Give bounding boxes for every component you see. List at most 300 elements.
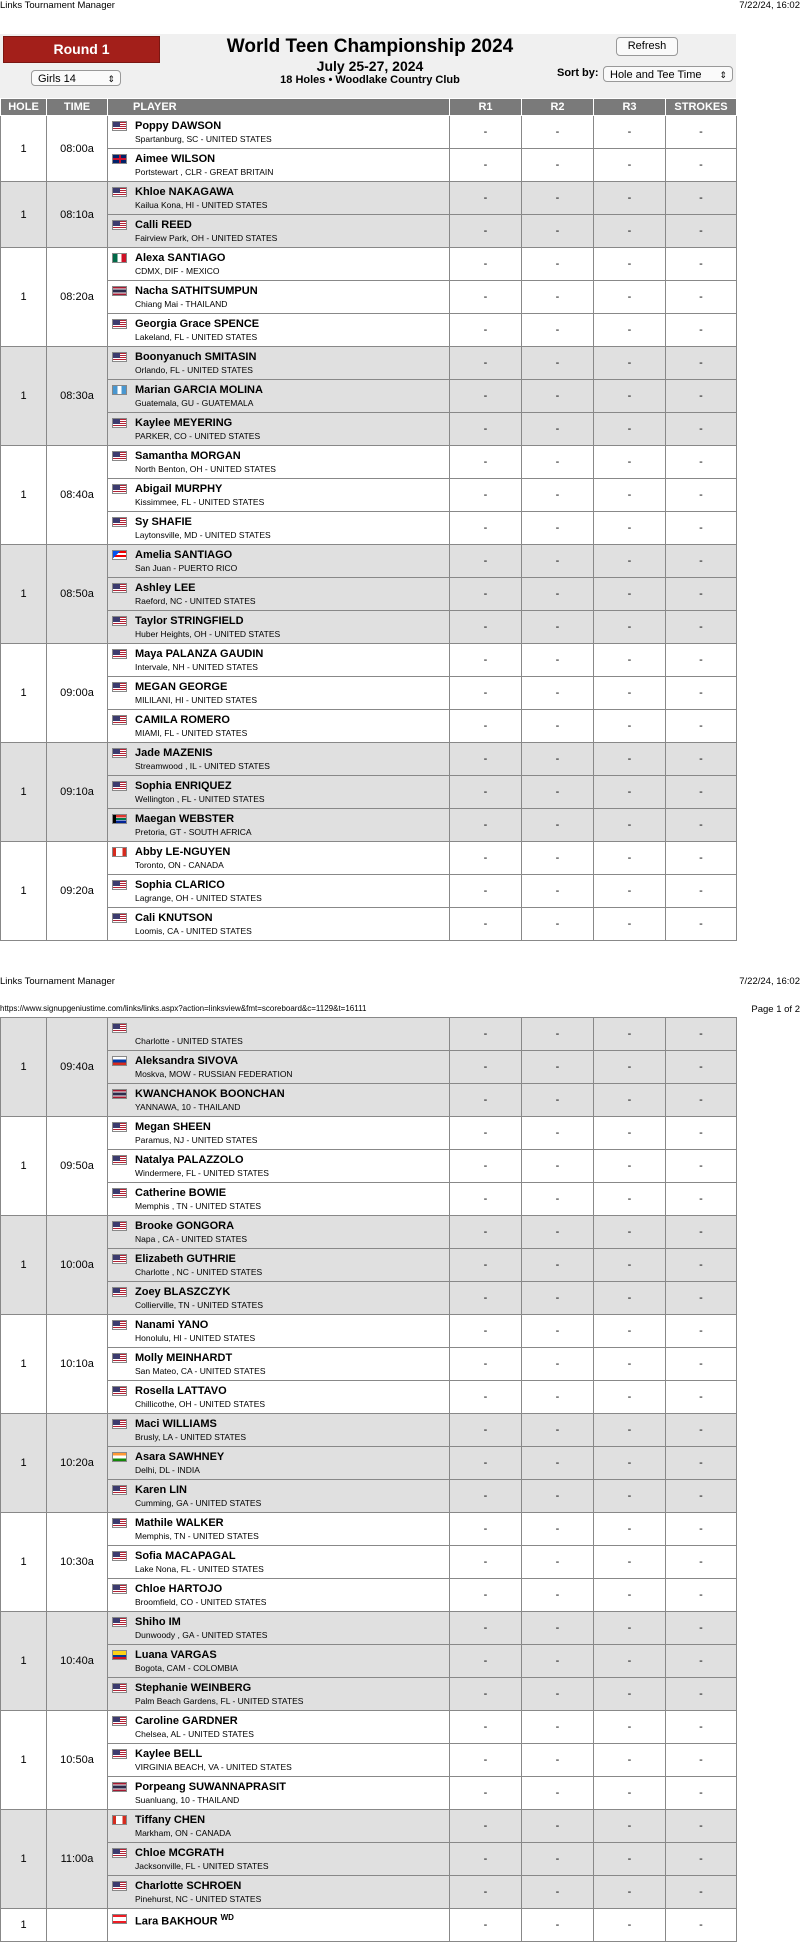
- flag-us-icon: [112, 1584, 127, 1594]
- flag-th-icon: [112, 1089, 127, 1099]
- r1-score: -: [450, 809, 522, 842]
- player-location: PARKER, CO - UNITED STATES: [135, 431, 261, 441]
- player-location: Lake Nona, FL - UNITED STATES: [135, 1564, 264, 1574]
- player-cell[interactable]: [108, 380, 450, 413]
- col-r1[interactable]: R1: [450, 99, 522, 116]
- player-name[interactable]: Stephanie WEINBERG: [135, 1682, 252, 1694]
- player-cell[interactable]: [108, 1150, 450, 1183]
- player-location: Charlotte , NC - UNITED STATES: [135, 1267, 263, 1277]
- r2-score: -: [522, 1612, 594, 1645]
- player-name[interactable]: Kaylee BELL: [135, 1748, 203, 1760]
- player-name[interactable]: Elizabeth GUTHRIE: [135, 1253, 236, 1265]
- strokes-score: -: [666, 1645, 737, 1678]
- r1-score: -: [450, 743, 522, 776]
- player-name[interactable]: Abby LE-NGUYEN: [135, 846, 231, 858]
- col-r3[interactable]: R3: [594, 99, 666, 116]
- r2-score: -: [522, 1150, 594, 1183]
- player-cell[interactable]: [108, 413, 450, 446]
- player-name[interactable]: Sofia MACAPAGAL: [135, 1550, 236, 1562]
- player-name[interactable]: Ashley LEE: [135, 582, 196, 594]
- print-header-title: Links Tournament Manager: [0, 976, 115, 987]
- r3-score: -: [594, 1249, 666, 1282]
- player-name[interactable]: Maegan WEBSTER: [135, 813, 235, 825]
- player-cell[interactable]: [108, 1348, 450, 1381]
- r3-score: -: [594, 1150, 666, 1183]
- r3-score: -: [594, 149, 666, 182]
- r1-score: -: [450, 1150, 522, 1183]
- flag-ca-icon: [112, 847, 127, 857]
- player-name[interactable]: Mathile WALKER: [135, 1517, 224, 1529]
- r3-score: -: [594, 1348, 666, 1381]
- chevron-updown-icon: ⇕: [107, 74, 115, 84]
- player-name[interactable]: Aleksandra SIVOVA: [135, 1055, 239, 1067]
- r3-score: -: [594, 1282, 666, 1315]
- r1-score: -: [450, 1744, 522, 1777]
- player-cell[interactable]: [108, 1876, 450, 1909]
- strokes-score: -: [666, 1216, 737, 1249]
- player-name[interactable]: Luana VARGAS: [135, 1649, 217, 1661]
- table-row: [1, 413, 737, 446]
- tee-time-cell: 09:10a: [47, 743, 108, 842]
- table-row: [1, 380, 737, 413]
- r1-score: -: [450, 1909, 522, 1942]
- player-cell[interactable]: [108, 1909, 450, 1942]
- player-cell[interactable]: [108, 248, 450, 281]
- strokes-score: -: [666, 545, 737, 578]
- player-cell[interactable]: [108, 149, 450, 182]
- strokes-score: -: [666, 1480, 737, 1513]
- player-cell[interactable]: [108, 1447, 450, 1480]
- r3-score: -: [594, 644, 666, 677]
- table-row: [1, 1249, 737, 1282]
- print-footer-url: https://www.signupgeniustime.com/links/links.aspx?action=linksview&fmt=scoreboard&c=1129&t=16111: [0, 1004, 367, 1013]
- player-cell[interactable]: [108, 446, 450, 479]
- flag-gb-icon: [112, 154, 127, 164]
- r2-score: -: [522, 1546, 594, 1579]
- player-location: Memphis , TN - UNITED STATES: [135, 1201, 262, 1211]
- player-name[interactable]: Kaylee MEYERING: [135, 417, 233, 429]
- flag-us-icon: [112, 1023, 127, 1033]
- player-cell[interactable]: [108, 347, 450, 380]
- strokes-score: -: [666, 1150, 737, 1183]
- player-name[interactable]: Molly MEINHARDT: [135, 1352, 233, 1364]
- r2-score: -: [522, 875, 594, 908]
- player-cell[interactable]: [108, 1711, 450, 1744]
- player-name[interactable]: Calli REED: [135, 219, 192, 231]
- table-row: [1, 1117, 737, 1150]
- table-row: [1, 1843, 737, 1876]
- player-location: Fairview Park, OH - UNITED STATES: [135, 233, 278, 243]
- player-name[interactable]: Rosella LATTAVO: [135, 1385, 227, 1397]
- table-row: [1, 1480, 737, 1513]
- r2-score: -: [522, 1051, 594, 1084]
- player-cell[interactable]: [108, 677, 450, 710]
- strokes-score: -: [666, 413, 737, 446]
- r3-score: -: [594, 446, 666, 479]
- player-cell[interactable]: [108, 1183, 450, 1216]
- player-name[interactable]: Nacha SATHITSUMPUN: [135, 285, 258, 297]
- player-name[interactable]: Khloe NAKAGAWA: [135, 186, 234, 198]
- player-name[interactable]: Shiho IM: [135, 1616, 181, 1628]
- r1-score: -: [450, 875, 522, 908]
- player-name[interactable]: Charlotte SCHROEN: [135, 1880, 242, 1892]
- player-cell[interactable]: [108, 512, 450, 545]
- strokes-score: -: [666, 1051, 737, 1084]
- player-cell[interactable]: [108, 842, 450, 875]
- r2-score: -: [522, 281, 594, 314]
- refresh-button[interactable]: Refresh: [616, 37, 678, 56]
- strokes-score: -: [666, 908, 737, 941]
- player-cell[interactable]: [108, 1051, 450, 1084]
- print-header-timestamp: 7/22/24, 16:02: [739, 976, 800, 987]
- player-cell[interactable]: [108, 1480, 450, 1513]
- withdrawn-badge: WD: [220, 1913, 234, 1922]
- hole-cell: 1: [1, 116, 47, 182]
- player-cell[interactable]: [108, 1810, 450, 1843]
- player-cell[interactable]: [108, 1678, 450, 1711]
- player-cell[interactable]: [108, 644, 450, 677]
- flag-us-icon: [112, 451, 127, 461]
- player-cell[interactable]: [108, 1282, 450, 1315]
- strokes-score: -: [666, 1282, 737, 1315]
- player-name[interactable]: Caroline GARDNER: [135, 1715, 238, 1727]
- r2-score: -: [522, 578, 594, 611]
- strokes-score: -: [666, 314, 737, 347]
- tee-time-cell: 08:00a: [47, 116, 108, 182]
- strokes-score: -: [666, 1810, 737, 1843]
- r3-score: -: [594, 776, 666, 809]
- player-cell[interactable]: [108, 281, 450, 314]
- r2-score: -: [522, 1414, 594, 1447]
- sort-select-value: Hole and Tee Time: [610, 69, 702, 81]
- player-name[interactable]: Asara SAWHNEY: [135, 1451, 225, 1463]
- table-row: [1, 1315, 737, 1348]
- flag-us-icon: [112, 1287, 127, 1297]
- r1-score: -: [450, 512, 522, 545]
- r2-score: -: [522, 314, 594, 347]
- hole-cell: 1: [1, 743, 47, 842]
- r2-score: -: [522, 1282, 594, 1315]
- strokes-score: -: [666, 347, 737, 380]
- player-name[interactable]: Abigail MURPHY: [135, 483, 223, 495]
- flag-us-icon: [112, 583, 127, 593]
- player-name[interactable]: Cali KNUTSON: [135, 912, 213, 924]
- player-cell[interactable]: [108, 545, 450, 578]
- table-row: [1, 1909, 737, 1942]
- table-row: [1, 347, 737, 380]
- player-name[interactable]: Sophia CLARICO: [135, 879, 225, 891]
- player-cell[interactable]: [108, 578, 450, 611]
- player-name[interactable]: Samantha MORGAN: [135, 450, 241, 462]
- player-cell[interactable]: [108, 1216, 450, 1249]
- print-header-2: [0, 976, 800, 988]
- player-name[interactable]: Amelia SANTIAGO: [135, 549, 233, 561]
- r3-score: -: [594, 842, 666, 875]
- r2-score: -: [522, 1183, 594, 1216]
- col-time[interactable]: TIME: [47, 99, 108, 116]
- player-location: Napa , CA - UNITED STATES: [135, 1234, 248, 1244]
- flag-us-icon: [112, 352, 127, 362]
- r3-score: -: [594, 1876, 666, 1909]
- r2-score: -: [522, 1579, 594, 1612]
- strokes-score: -: [666, 1678, 737, 1711]
- player-name[interactable]: Sophia ENRIQUEZ: [135, 780, 232, 792]
- table-row: [1, 545, 737, 578]
- table-row: [1, 743, 737, 776]
- r3-score: -: [594, 1216, 666, 1249]
- player-name[interactable]: Chloe HARTOJO: [135, 1583, 223, 1595]
- player-cell[interactable]: [108, 215, 450, 248]
- table-row: [1, 248, 737, 281]
- flag-us-icon: [112, 121, 127, 131]
- player-name[interactable]: Alexa SANTIAGO: [135, 252, 226, 264]
- r3-score: -: [594, 1612, 666, 1645]
- player-name[interactable]: Maya PALANZA GAUDIN: [135, 648, 264, 660]
- table-row: [1, 116, 737, 149]
- flag-us-icon: [112, 1386, 127, 1396]
- r2-score: -: [522, 149, 594, 182]
- player-location: VIRGINIA BEACH, VA - UNITED STATES: [135, 1762, 292, 1772]
- player-location: Charlotte - UNITED STATES: [135, 1036, 243, 1046]
- tee-time-cell: [47, 1909, 108, 1942]
- player-name[interactable]: Taylor STRINGFIELD: [135, 615, 244, 627]
- tee-time-cell: 11:00a: [47, 1810, 108, 1909]
- player-location: Palm Beach Gardens, FL - UNITED STATES: [135, 1696, 304, 1706]
- player-cell[interactable]: [108, 314, 450, 347]
- r3-score: -: [594, 1117, 666, 1150]
- player-location: Toronto, ON - CANADA: [135, 860, 224, 870]
- print-footer-page: Page 1 of 2: [751, 1004, 800, 1015]
- tournament-course: 18 Holes • Woodlake Country Club: [280, 74, 460, 86]
- player-name[interactable]: Nanami YANO: [135, 1319, 209, 1331]
- player-location: Dunwoody , GA - UNITED STATES: [135, 1630, 268, 1640]
- player-cell[interactable]: [108, 1084, 450, 1117]
- player-cell[interactable]: [108, 776, 450, 809]
- flag-ca-icon: [112, 1815, 127, 1825]
- player-cell[interactable]: [108, 1018, 450, 1051]
- player-name[interactable]: CAMILA ROMERO: [135, 714, 230, 726]
- flag-lb-icon: [112, 1914, 127, 1924]
- r2-score: -: [522, 1711, 594, 1744]
- player-location: Spartanburg, SC - UNITED STATES: [135, 134, 272, 144]
- player-name[interactable]: Natalya PALAZZOLO: [135, 1154, 244, 1166]
- round-button[interactable]: Round 1: [3, 36, 160, 63]
- player-cell[interactable]: [108, 809, 450, 842]
- player-cell[interactable]: [108, 1414, 450, 1447]
- player-location: MIAMI, FL - UNITED STATES: [135, 728, 248, 738]
- r2-score: -: [522, 710, 594, 743]
- tournament-title: World Teen Championship 2024: [226, 36, 514, 57]
- player-cell[interactable]: [108, 1315, 450, 1348]
- player-location: Bogota, CAM - COLOMBIA: [135, 1663, 238, 1673]
- player-cell[interactable]: [108, 875, 450, 908]
- r3-score: -: [594, 545, 666, 578]
- flag-us-icon: [112, 1221, 127, 1231]
- table-row: [1, 182, 737, 215]
- player-cell[interactable]: [108, 1249, 450, 1282]
- player-name[interactable]: KWANCHANOK BOONCHAN: [135, 1088, 285, 1100]
- player-cell[interactable]: [108, 1612, 450, 1645]
- r1-score: -: [450, 1777, 522, 1810]
- r1-score: -: [450, 1216, 522, 1249]
- player-name[interactable]: Jade MAZENIS: [135, 747, 213, 759]
- r2-score: -: [522, 842, 594, 875]
- r3-score: -: [594, 578, 666, 611]
- player-location: Brusly, LA - UNITED STATES: [135, 1432, 246, 1442]
- player-cell[interactable]: [108, 908, 450, 941]
- flag-in-icon: [112, 1452, 127, 1462]
- r1-score: -: [450, 1447, 522, 1480]
- player-cell[interactable]: [108, 1777, 450, 1810]
- player-cell[interactable]: [108, 611, 450, 644]
- table-row: [1, 809, 737, 842]
- r2-score: -: [522, 446, 594, 479]
- r3-score: -: [594, 413, 666, 446]
- r3-score: -: [594, 1777, 666, 1810]
- r1-score: -: [450, 1084, 522, 1117]
- flag-us-icon: [112, 1188, 127, 1198]
- r1-score: -: [450, 149, 522, 182]
- player-location: Moskva, MOW - RUSSIAN FEDERATION: [135, 1069, 293, 1079]
- col-player[interactable]: PLAYER: [108, 99, 450, 116]
- flag-us-icon: [112, 484, 127, 494]
- player-name[interactable]: Megan SHEEN: [135, 1121, 211, 1133]
- tee-time-cell: 09:40a: [47, 1018, 108, 1117]
- tee-time-cell: 10:20a: [47, 1414, 108, 1513]
- player-cell[interactable]: [108, 710, 450, 743]
- table-row: [1, 1051, 737, 1084]
- flag-us-icon: [112, 781, 127, 791]
- flag-pr-icon: [112, 550, 127, 560]
- r3-score: -: [594, 182, 666, 215]
- player-location: Streamwood , IL - UNITED STATES: [135, 761, 270, 771]
- player-location: Guatemala, GU - GUATEMALA: [135, 398, 254, 408]
- r2-score: -: [522, 1513, 594, 1546]
- r1-score: -: [450, 1018, 522, 1051]
- print-header: [0, 0, 800, 12]
- strokes-score: -: [666, 1876, 737, 1909]
- hole-cell: 1: [1, 1711, 47, 1810]
- player-name[interactable]: Porpeang SUWANNAPRASIT: [135, 1781, 286, 1793]
- player-name[interactable]: Poppy DAWSON: [135, 120, 222, 132]
- table-row: [1, 1216, 737, 1249]
- flag-gt-icon: [112, 385, 127, 395]
- player-name[interactable]: Chloe MCGRATH: [135, 1847, 225, 1859]
- table-row: [1, 1546, 737, 1579]
- player-location: Suanluang, 10 - THAILAND: [135, 1795, 240, 1805]
- tee-time-cell: 10:30a: [47, 1513, 108, 1612]
- r1-score: -: [450, 281, 522, 314]
- strokes-score: -: [666, 1447, 737, 1480]
- strokes-score: -: [666, 710, 737, 743]
- tee-time-cell: 08:40a: [47, 446, 108, 545]
- flag-us-icon: [112, 715, 127, 725]
- table-row: [1, 314, 737, 347]
- player-name[interactable]: Zoey BLASZCZYK: [135, 1286, 231, 1298]
- sort-select[interactable]: [603, 66, 733, 82]
- r1-score: -: [450, 1513, 522, 1546]
- r1-score: -: [450, 1546, 522, 1579]
- player-cell[interactable]: [108, 116, 450, 149]
- player-name[interactable]: Boonyanuch SMITASIN: [135, 351, 257, 363]
- table-row: [1, 1612, 737, 1645]
- r1-score: -: [450, 314, 522, 347]
- player-location: Laytonsville, MD - UNITED STATES: [135, 530, 271, 540]
- division-select[interactable]: [31, 70, 121, 86]
- player-cell[interactable]: [108, 182, 450, 215]
- r1-score: -: [450, 545, 522, 578]
- player-name[interactable]: Sy SHAFIE: [135, 516, 192, 528]
- player-cell[interactable]: [108, 479, 450, 512]
- player-name[interactable]: Marian GARCIA MOLINA: [135, 384, 263, 396]
- r1-score: -: [450, 1480, 522, 1513]
- r2-score: -: [522, 611, 594, 644]
- player-cell[interactable]: [108, 743, 450, 776]
- r1-score: -: [450, 446, 522, 479]
- player-name[interactable]: Karen LIN: [135, 1484, 187, 1496]
- r1-score: -: [450, 248, 522, 281]
- tee-time-cell: 10:40a: [47, 1612, 108, 1711]
- print-footer: [0, 1004, 800, 1016]
- r1-score: -: [450, 1414, 522, 1447]
- table-row: [1, 1678, 737, 1711]
- player-name[interactable]: Georgia Grace SPENCE: [135, 318, 260, 330]
- strokes-score: -: [666, 743, 737, 776]
- flag-us-icon: [112, 682, 127, 692]
- col-r2[interactable]: R2: [522, 99, 594, 116]
- col-strokes[interactable]: STROKES: [666, 99, 737, 116]
- player-name[interactable]: Tiffany CHEN: [135, 1814, 206, 1826]
- player-cell[interactable]: [108, 1117, 450, 1150]
- player-cell[interactable]: [108, 1843, 450, 1876]
- player-cell[interactable]: [108, 1546, 450, 1579]
- strokes-score: -: [666, 1612, 737, 1645]
- r3-score: -: [594, 908, 666, 941]
- col-hole[interactable]: HOLE: [1, 99, 47, 116]
- r1-score: -: [450, 347, 522, 380]
- player-location: Collierville, TN - UNITED STATES: [135, 1300, 263, 1310]
- flag-us-icon: [112, 748, 127, 758]
- chevron-updown-icon: ⇕: [719, 70, 727, 80]
- r2-score: -: [522, 1249, 594, 1282]
- r1-score: -: [450, 1810, 522, 1843]
- player-location: Cumming, GA - UNITED STATES: [135, 1498, 262, 1508]
- player-name[interactable]: MEGAN GEORGE: [135, 681, 228, 693]
- player-location: Kissimmee, FL - UNITED STATES: [135, 497, 265, 507]
- strokes-score: -: [666, 578, 737, 611]
- player-name[interactable]: Maci WILLIAMS: [135, 1418, 217, 1430]
- player-cell[interactable]: [108, 1744, 450, 1777]
- player-cell[interactable]: [108, 1645, 450, 1678]
- player-name[interactable]: Brooke GONGORA: [135, 1220, 235, 1232]
- table-row: [1, 611, 737, 644]
- player-name[interactable]: Catherine BOWIE: [135, 1187, 227, 1199]
- player-cell[interactable]: [108, 1579, 450, 1612]
- player-cell[interactable]: [108, 1513, 450, 1546]
- r2-score: -: [522, 1777, 594, 1810]
- player-cell[interactable]: [108, 1381, 450, 1414]
- r3-score: -: [594, 1579, 666, 1612]
- player-name[interactable]: Lara BAKHOUR $^{WD}$: [135, 1913, 234, 1928]
- r1-score: -: [450, 644, 522, 677]
- r1-score: -: [450, 1579, 522, 1612]
- player-location: Markham, ON - CANADA: [135, 1828, 231, 1838]
- flag-us-icon: [112, 1617, 127, 1627]
- r1-score: -: [450, 710, 522, 743]
- player-name[interactable]: Aimee WILSON: [135, 153, 216, 165]
- r3-score: -: [594, 677, 666, 710]
- flag-us-icon: [112, 319, 127, 329]
